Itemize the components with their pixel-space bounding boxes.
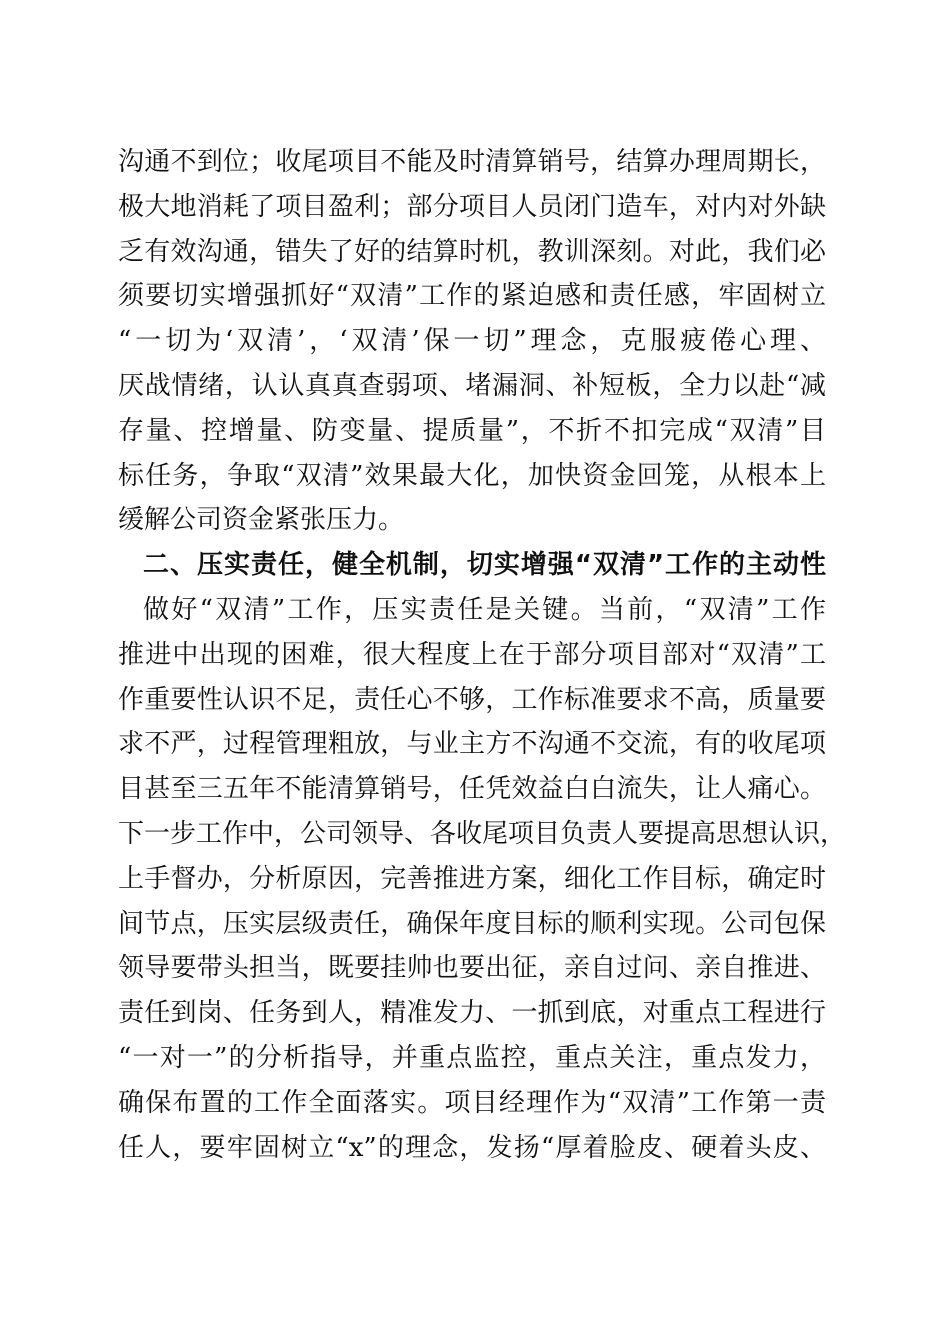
text-line: 推进中出现的困难，很大程度上在于部分项目部对“双清”工 xyxy=(118,639,826,670)
section-heading: 二、压实责任，健全机制，切实增强“双清”工作的主动性 xyxy=(143,550,826,581)
paragraph-1 xyxy=(118,140,826,543)
text-line: 目甚至三五年不能清算销号，任凭效益白白流失，让人痛心。 xyxy=(118,774,826,805)
document-page xyxy=(118,140,847,1170)
text-line: 责任到岗、任务到人，精准发力、一抓到底，对重点工程进行 xyxy=(118,998,826,1029)
text-line: 求不严，过程管理粗放，与业主方不沟通不交流，有的收尾项 xyxy=(118,729,826,760)
text-line: 极大地消耗了项目盈利；部分项目人员闭门造车，对内对外缺 xyxy=(118,191,826,222)
text-line: 乏有效沟通，错失了好的结算时机，教训深刻。对此，我们必 xyxy=(118,236,826,267)
text-line: 须要切实增强抓好“双清”工作的紧迫感和责任感，牢固树立 xyxy=(118,281,826,312)
text-line: 厌战情绪，认认真真查弱项、堵漏洞、补短板，全力以赴“减 xyxy=(118,370,826,401)
text-line: 间节点，压实层级责任，确保年度目标的顺利实现。公司包保 xyxy=(118,908,826,939)
text-line: “一对一”的分析指导，并重点监控，重点关注，重点发力， xyxy=(118,1042,826,1073)
text-line: “一切为‘双清’，‘双清’保一切”理念，克服疲倦心理、 xyxy=(118,326,826,357)
text-line: 沟通不到位；收尾项目不能及时清算销号，结算办理周期长， xyxy=(118,147,826,177)
text-line: 领导要带头担当，既要挂帅也要出征，亲自过问、亲自推进、 xyxy=(118,953,826,984)
text-line: 上手督办，分析原因，完善推进方案，细化工作目标，确定时 xyxy=(118,863,826,894)
text-line: 存量、控增量、防变量、提质量”，不折不扣完成“双清”目 xyxy=(118,415,826,446)
text-line: 确保布置的工作全面落实。项目经理作为“双清”工作第一责 xyxy=(118,1087,826,1118)
paragraph-2 xyxy=(118,588,847,1170)
text-line: 下一步工作中，公司领导、各收尾项目负责人要提高思想认识， xyxy=(118,818,847,849)
text-line: 做好“双清”工作，压实责任是关键。当前，“双清”工作 xyxy=(143,594,826,625)
text-line: 作重要性认识不足，责任心不够，工作标准要求不高，质量要 xyxy=(118,684,826,715)
text-line: 标任务，争取“双清”效果最大化，加快资金回笼，从根本上 xyxy=(118,460,826,491)
text-line: 缓解公司资金紧张压力。 xyxy=(118,505,405,536)
text-line: 任人，要牢固树立“x”的理念，发扬“厚着脸皮、硬着头皮、 xyxy=(118,1132,826,1163)
